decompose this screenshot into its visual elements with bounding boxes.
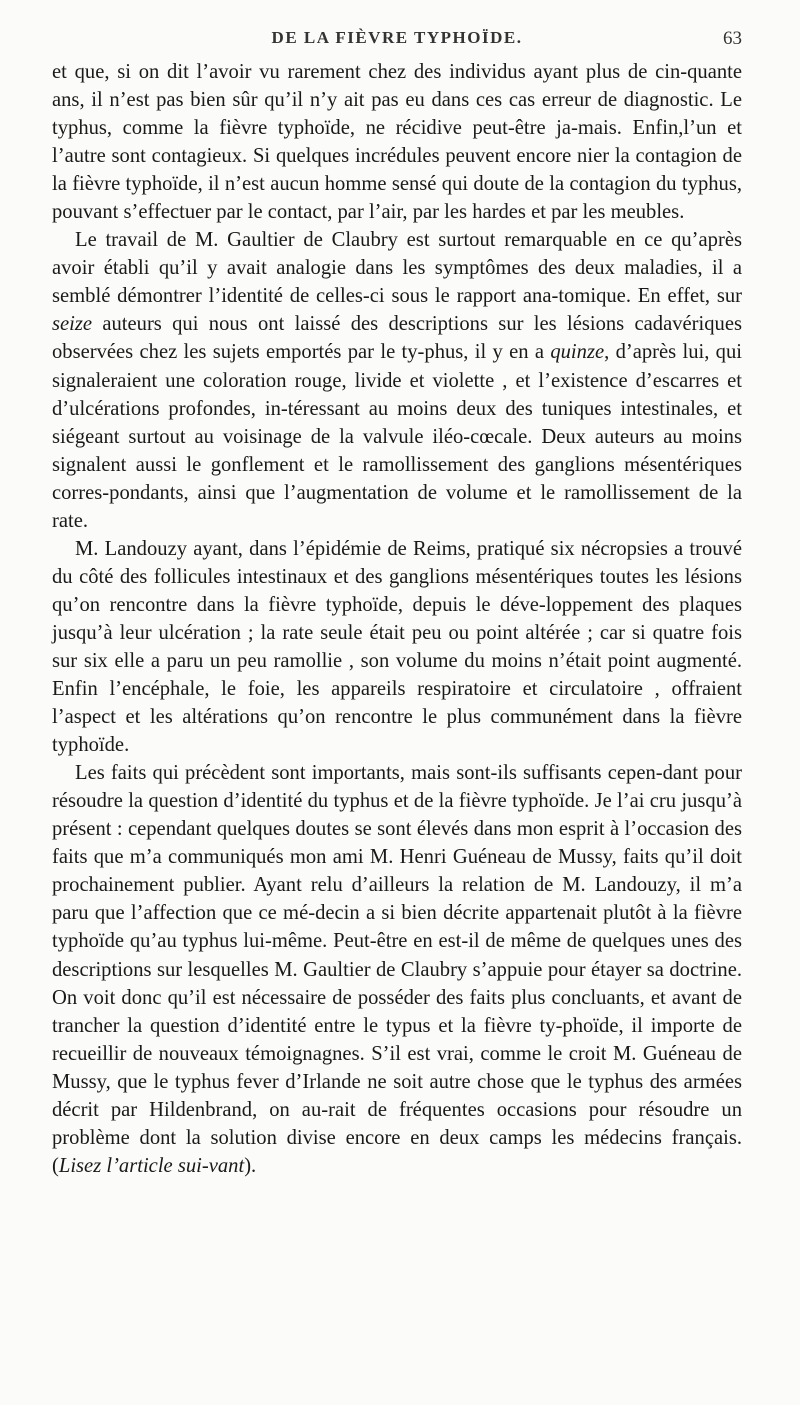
paragraph-3: [52, 535, 742, 759]
paragraph-1: [52, 58, 742, 226]
paragraph-2-text-1: Le travail de M. Gaultier de Claubry est surtout remarquable en ce qu’après avoir établi qu’il y avait analogie dans les symptômes des deux maladies, il a semblé démontrer l’identité de celles-ci sous le rapport ana-tomique. En effet, sur: [52, 229, 742, 308]
italic-quinze: quinze: [550, 341, 605, 364]
italic-article-reference: Lisez l’article sui-vant: [58, 1154, 245, 1177]
paragraph-4-text-1: Les faits qui précèdent sont importants, mais sont-ils suffisants cepen-dant pour résoudre la question d’identité du typhus et de la fièvre typhoïde. Je l’ai cru jusqu’à présent : cependant quelques doutes se sont élevés dans mon esprit à l’occasion des faits que m’a communiqués mon ami M. Henri Guéneau de Mussy, faits qu’il doit prochainement publier. Ayant relu d’ailleurs la relation de M. Landouzy, il m’a paru que l’affection que ce mé-decin a si bien décrite appartenait plutôt à la fièvre typhoïde qu’au typhus lui-même. Peut-être en est-il de même de quelques unes des descriptions sur lesquelles M. Gaultier de Claubry s’appuie pour étayer sa doctrine. On voit donc qu’il est nécessaire de posséder des faits plus concluants, et avant de trancher la question d’identité entre le typus et la fièvre ty-phoïde, il importe de recueillir de nouveaux témoignagnes. S’il est vrai, comme le croit M. Guéneau de Mussy, que le typhus fever d’Irlande ne soit autre chose que le typhus des armées décrit par Hildenbrand, on au-rait de fréquentes occasions pour résoudre un problème dont la solution divise encore en deux camps les médecins français. (: [52, 762, 742, 1177]
italic-seize: seize: [52, 313, 93, 336]
paragraph-4-text-2: ).: [244, 1154, 257, 1177]
body-text: [52, 58, 742, 1180]
paragraph-2-text-3: , d’après lui, qui signaleraient une coloration rouge, livide et violette , et l’existence d’escarres et d’ulcérations profondes, in-téressant au moins deux des tuniques intestinales, et siégeant surtout au voisinage de la valvule iléo-cœcale. Deux auteurs au moins signalent aussi le gonflement et le ramollissement des ganglions mésentériques corres-pondants, ainsi que l’augmentation de volume et le ramollissement de la rate.: [52, 341, 742, 532]
paragraph-2-text-2: auteurs qui nous ont laissé des descriptions sur les lésions cadavériques observées chez les sujets emportés par le ty-phus, il y en a: [52, 313, 742, 364]
paragraph-1-text: et que, si on dit l’avoir vu rarement chez des individus ayant plus de cin-quante ans, il n’est pas bien sûr qu’il n’y ait pas eu dans ces cas erreur de diagnostic. Le typhus, comme la fièvre typhoïde, ne récidive peut-être ja-mais. Enfin,l’un et l’autre sont contagieux. Si quelques incrédules peuvent encore nier la contagion de la fièvre typhoïde, il n’est aucun homme sensé qui doute de la contagion du typhus, pouvant s’effectuer par le contact, par l’air, par les hardes et par les meubles.: [52, 61, 742, 224]
paragraph-4: [52, 759, 742, 1180]
page-header: [52, 28, 742, 56]
running-title: DE LA FIÈVRE TYPHOÏDE.: [271, 28, 523, 47]
page-number: 63: [723, 28, 742, 49]
paragraph-3-text: M. Landouzy ayant, dans l’épidémie de Reims, pratiqué six nécropsies a trouvé du côté des follicules intestinaux et des ganglions mésentériques toutes les lésions qu’on rencontre dans la fièvre typhoïde, depuis le déve-loppement des plaques jusqu’à leur ulcération ; la rate seule était peu ou point altérée ; car si quatre fois sur six elle a paru un peu ramollie , son volume du moins n’était point augmenté. Enfin l’encéphale, le foie, les appareils respiratoire et circulatoire , offraient l’aspect et les altérations qu’on rencontre le plus communément dans la fièvre typhoïde.: [52, 537, 742, 757]
paragraph-2: [52, 226, 742, 535]
